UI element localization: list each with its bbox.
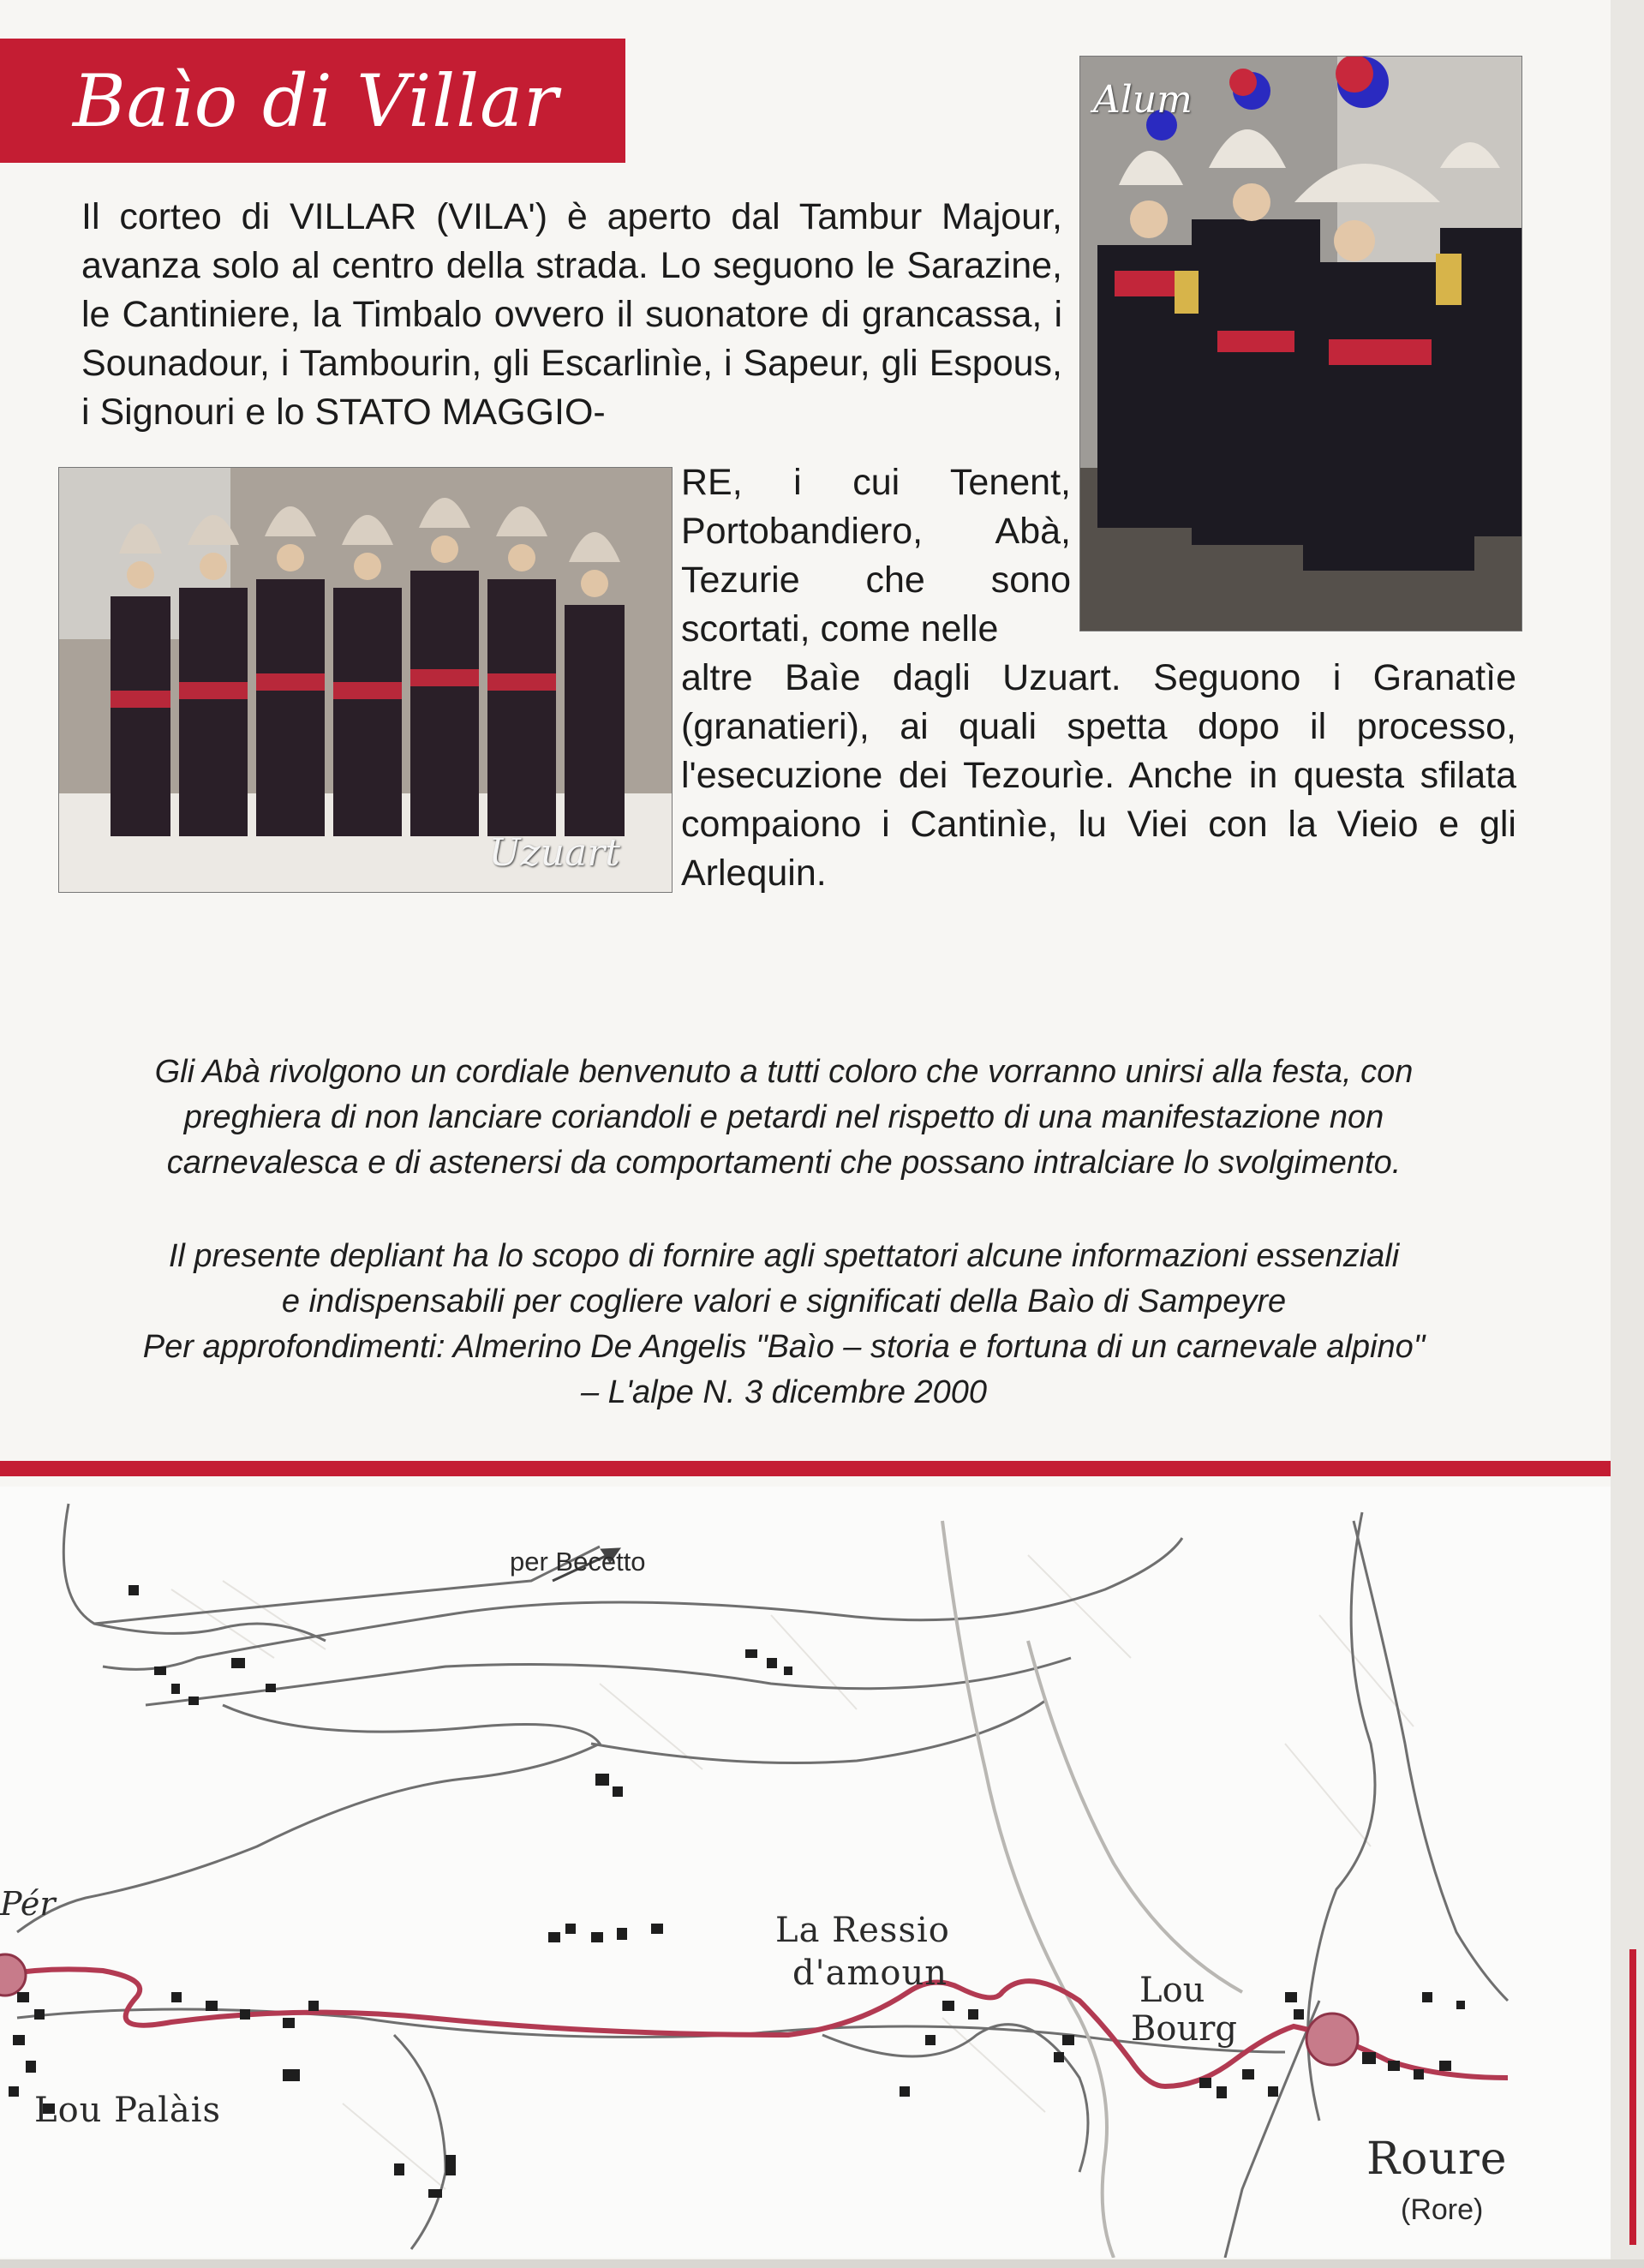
body-paragraph-part-c: altre Baìe dagli Uzuart. Seguono i Granatìe (granatieri), ai quali spetta dopo il processo, l'esecuzione dei Tezourìe. Anche in questa sfilata compaiono i Cantinìe, lu Viei con la Vieio e gli Arlequin. [681,657,1516,894]
map-label-per: Pér [0,1885,56,1923]
alum-photo [1079,56,1522,631]
map-label-lou-palais: Lou Palàis [34,2091,222,2130]
uzuart-photo [58,467,673,893]
alum-photo-illustration [1080,57,1521,631]
side-red-marker [1629,1949,1636,2245]
welcome-line: preghiera di non lanciare coriandoli e petardi nel rispetto di una manifestazione non [183,1099,1384,1135]
map-label-la-ressio: La Ressio [775,1911,950,1950]
map-label-rore: (Rore) [1401,2193,1484,2226]
map-label-d-amoun: d'amoun [792,1954,948,1993]
depliant-note [51,1234,1516,1415]
welcome-note [51,1050,1516,1186]
map-label-lou: Lou [1139,1971,1205,2010]
body-paragraph-part-a: Il corteo di VILLAR (VILA') è aperto dal Tambur Majour, avanza solo al centro della strada. Lo seguono le Sarazine, le Cantiniere, la Timbalo ovvero il suonatore di grancassa, i Sounadour, i Tambourin, gli Escarlinìe, i Sapeur, gli Espous, i Signouri e lo STATO MAGGIO- [81,196,1062,433]
alum-caption: Alum [1093,78,1193,122]
route-map [0,1487,1611,2258]
uzuart-caption: Uzuart [488,831,620,875]
welcome-line: carnevalesca e di astenersi da comportamenti che possano intralciare lo svolgimento. [166,1145,1402,1181]
map-label-bourg: Bourg [1131,2009,1237,2049]
body-paragraph-part-b: RE, i cui Tenent, Portobandiero, Abà, Tezurie che sono scortati, come nelle [681,462,1071,649]
page-title: Baìo di Villar [73,58,559,143]
depliant-line: Per approfondimenti: Almerino De Angelis "Baìo – storia e fortuna di un carnevale alpino" [142,1329,1426,1365]
scan-edge-bottom [0,2259,1644,2268]
map-label-per-becetto: per Becetto [510,1547,646,1577]
scan-edge-right [1611,0,1644,2268]
uzuart-photo-illustration [59,468,672,892]
map-label-roure: Roure [1366,2133,1508,2185]
depliant-line: Il presente depliant ha lo scopo di fornire agli spettatori alcune informazioni essenziali [168,1238,1400,1274]
red-divider [0,1461,1611,1476]
title-banner [0,39,625,163]
depliant-line: e indispensabili per cogliere valori e significati della Baìo di Sampeyre [281,1284,1287,1320]
depliant-line: – L'alpe N. 3 dicembre 2000 [580,1374,988,1410]
welcome-line: Gli Abà rivolgono un cordiale benvenuto a tutti coloro che vorranno unirsi alla festa, con [154,1054,1414,1090]
